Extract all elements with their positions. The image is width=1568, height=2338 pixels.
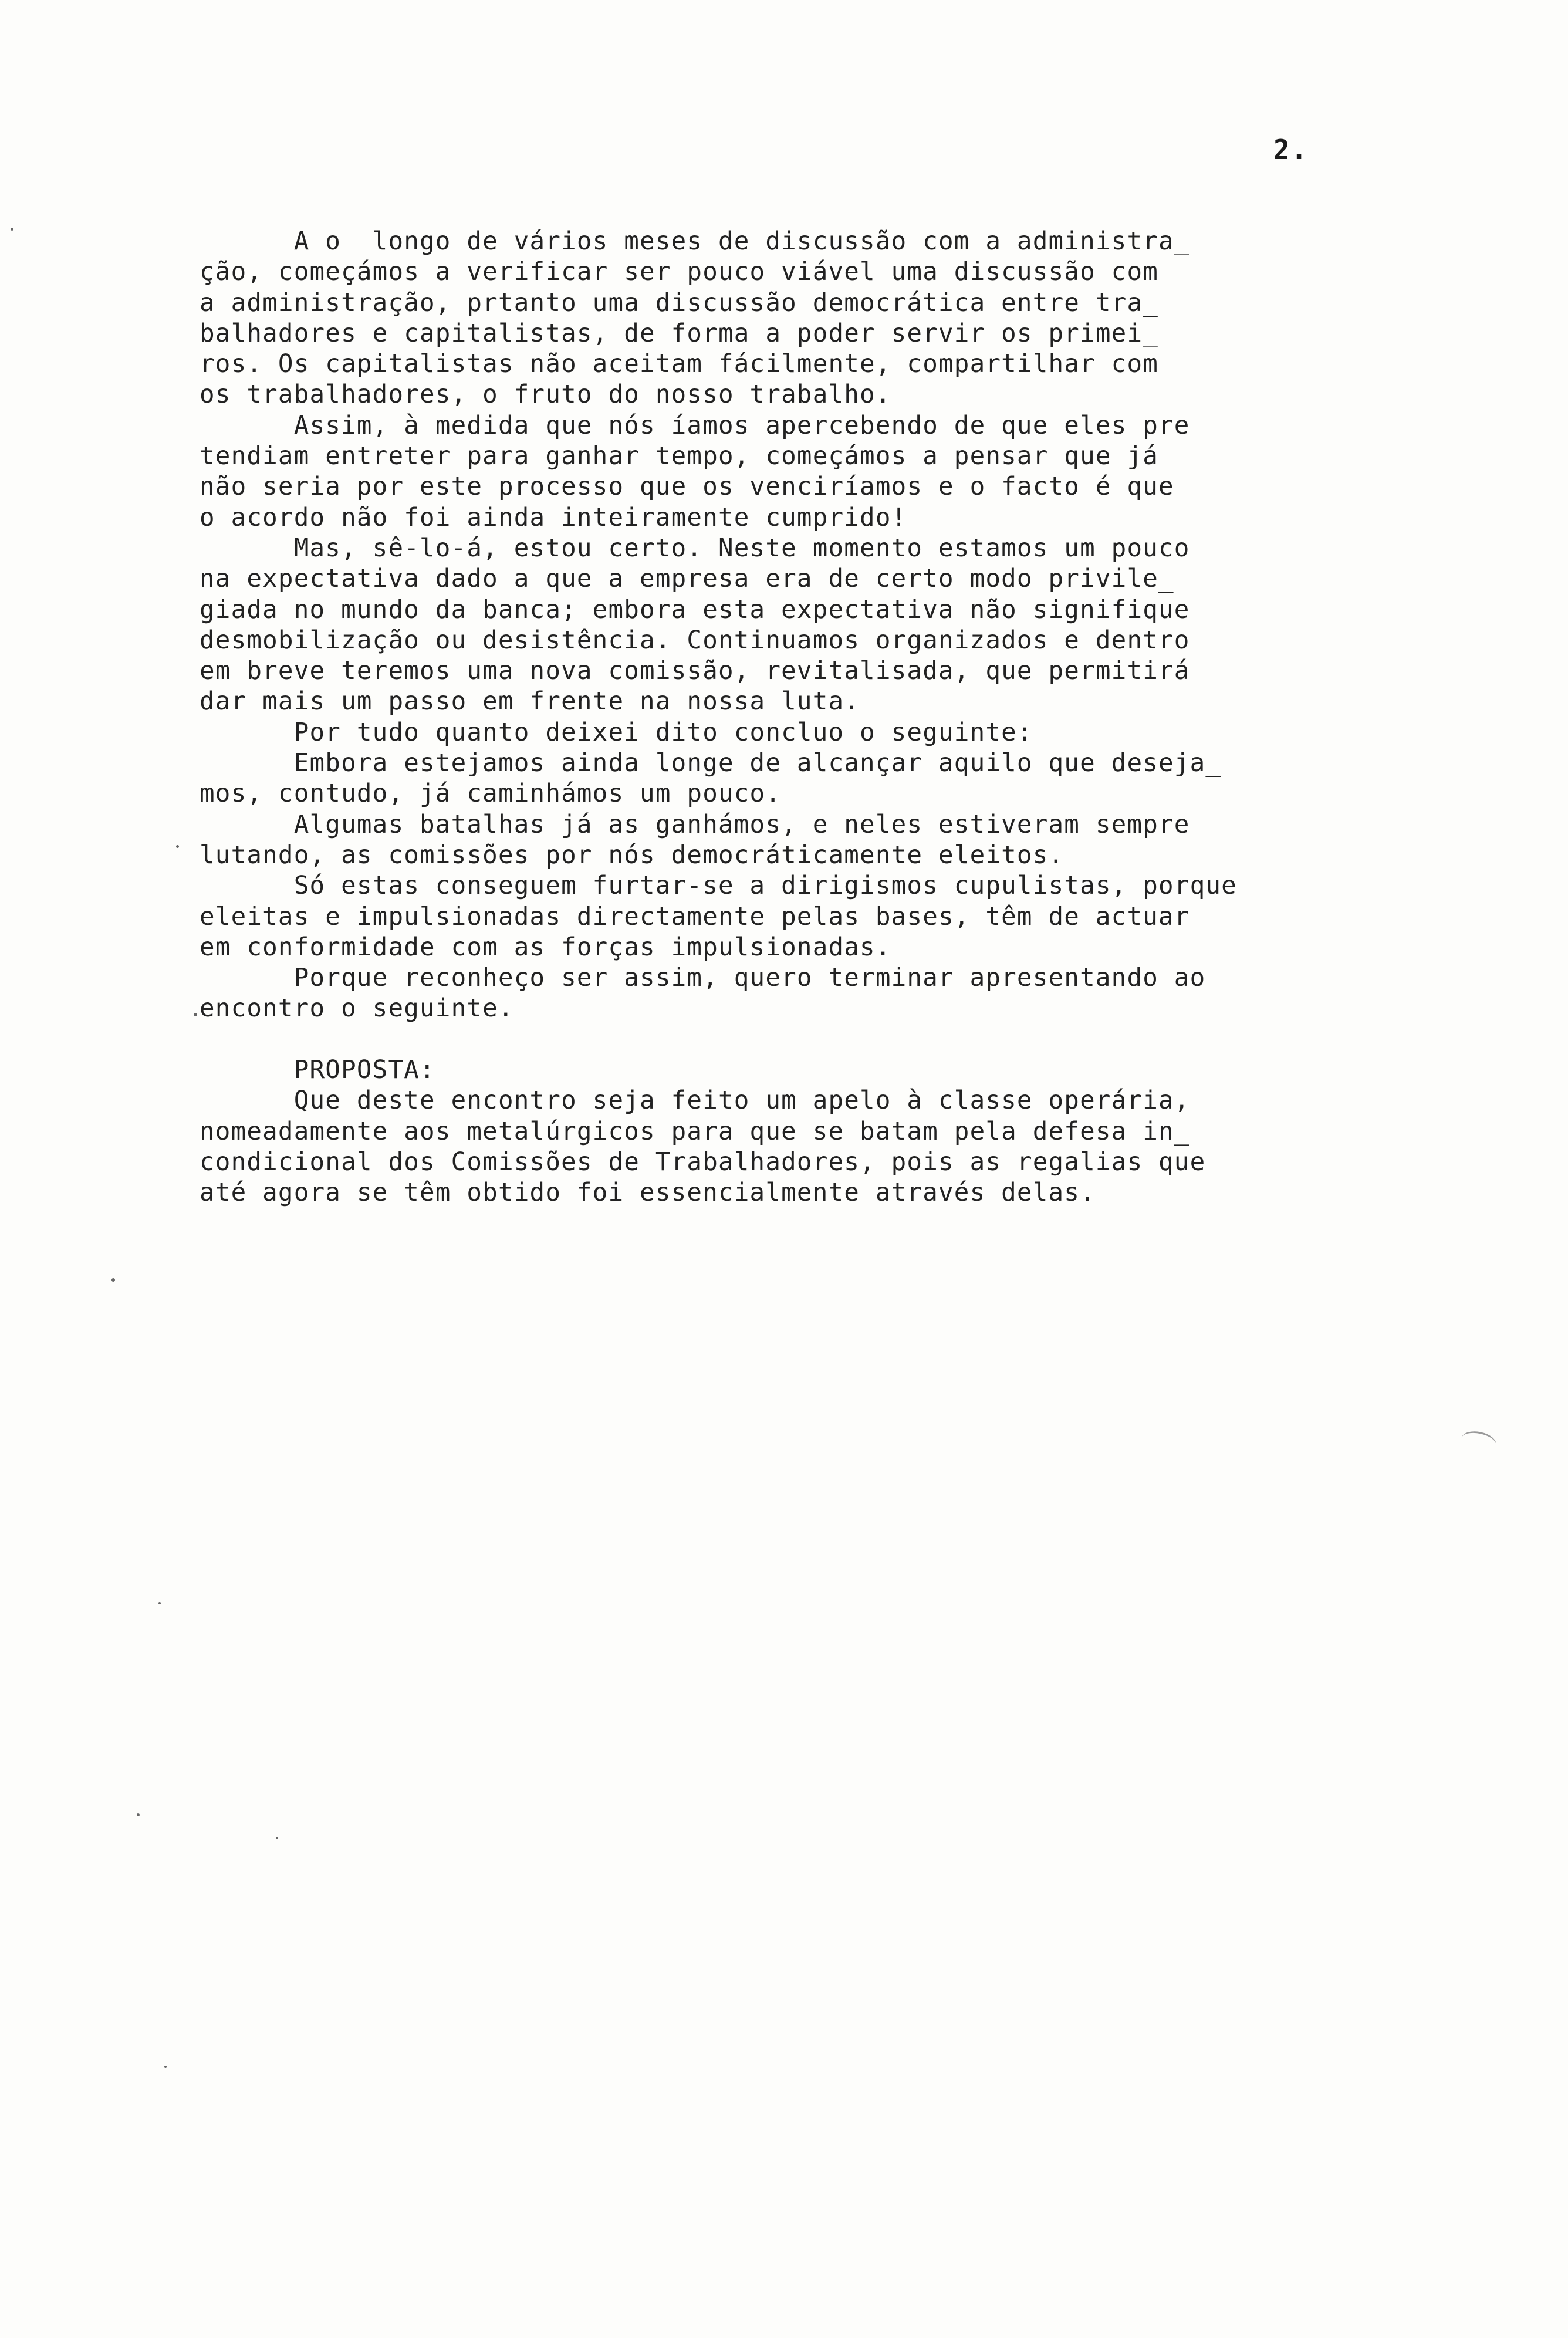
body-text [200,227,1373,1209]
text-line: Assim, à medida que nós íamos apercebendo de que eles pre [200,411,1190,440]
text-line: até agora se têm obtido foi essencialmente através delas. [200,1178,1096,1208]
text-line: ros. Os capitalistas não aceitam fácilmente, compartilhar com [200,350,1159,379]
text-line: balhadores e capitalistas, de forma a poder servir os primei_ [200,319,1159,348]
scan-speck [276,1837,278,1839]
scan-speck [158,1602,161,1604]
scan-speck [176,845,179,848]
text-line: desmobilização ou desistência. Continuamos organizados e dentro [200,626,1190,655]
text-line: Porque reconheço ser assim, quero terminar apresentando ao [200,964,1206,993]
text-line: giada no mundo da banca; embora esta expectativa não signifique [200,595,1190,624]
text-line: dar mais um passo em frente na nossa luta. [200,687,860,717]
scan-speck [137,1813,140,1816]
text-line: Mas, sê-lo-á, estou certo. Neste momento estamos um pouco [200,533,1190,563]
text-line: mos, contudo, já caminhámos um pouco. [200,779,782,809]
text-line: ção, começámos a verificar ser pouco viável uma discussão com [200,258,1159,287]
text-line: lutando, as comissões por nós democráticamente eleitos. [200,840,1065,870]
text-line: em conformidade com as forças impulsionadas. [200,933,891,962]
text-line: não seria por este processo que os venciríamos e o facto é que [200,472,1174,502]
text-line: nomeadamente aos metalúrgicos para que se batam pela defesa in_ [200,1117,1190,1146]
scan-speck [111,1278,115,1282]
text-line: em breve teremos uma nova comissão, revitalisada, que permitirá [200,657,1190,686]
text-line: PROPOSTA: [200,1056,435,1085]
page-number: 2. [1273,134,1309,165]
text-line: tendiam entreter para ganhar tempo, começámos a pensar que já [200,442,1159,471]
scan-speck [194,1013,197,1016]
text-line: a administração, prtanto uma discussão democrática entre tra_ [200,288,1159,317]
scan-speck [11,228,13,231]
text-line: A o longo de vários meses de discussão com a administra_ [200,227,1190,256]
text-line: eleitas e impulsionadas directamente pelas bases, têm de actuar [200,902,1190,931]
text-line: condicional dos Comissões de Trabalhadores, pois as regalias que [200,1147,1206,1177]
text-line: Só estas conseguem furtar-se a dirigismos cupulistas, porque [200,871,1237,901]
blank-line [200,1025,1373,1055]
text-line: na expectativa dado a que a empresa era de certo modo privile_ [200,565,1174,594]
text-line: Algumas batalhas já as ganhámos, e neles estiveram sempre [200,810,1190,839]
text-line: Por tudo quanto deixei dito concluo o seguinte: [200,718,1033,747]
text-line: os trabalhadores, o fruto do nosso trabalho. [200,380,891,410]
text-line: o acordo não foi ainda inteiramente cumprido! [200,503,907,532]
text-line: encontro o seguinte. [200,994,514,1023]
text-line: Que deste encontro seja feito um apelo à classe operária, [200,1086,1190,1116]
text-line: Embora estejamos ainda longe de alcançar aquilo que deseja_ [200,749,1222,778]
scan-speck [164,2066,167,2068]
paper-mark [1459,1428,1498,1455]
